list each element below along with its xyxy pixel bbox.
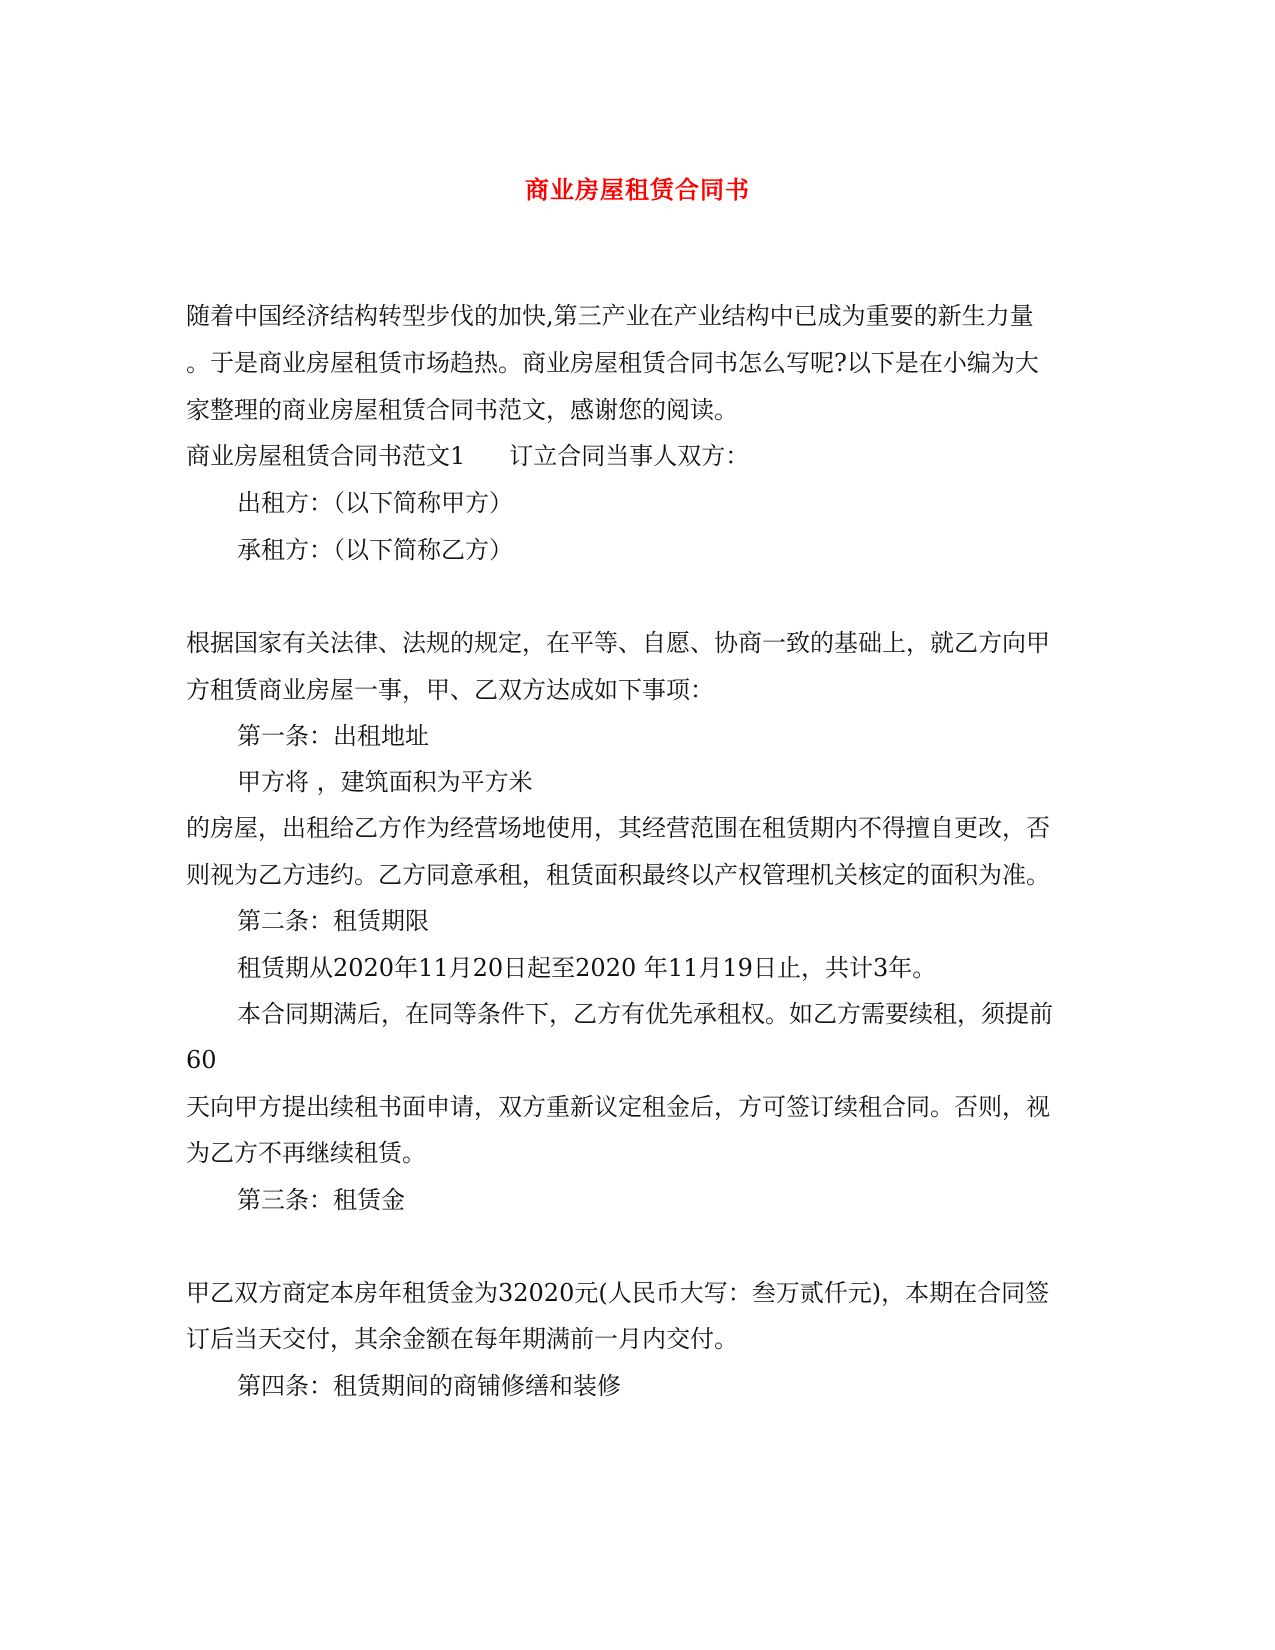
paragraph-line: 的房屋，出租给乙方作为经营场地使用，其经营范围在租赁期内不得擅自更改，否: [186, 814, 1050, 842]
paragraph-line: 甲方将 ，建筑面积为平方米: [237, 768, 533, 796]
clause-heading: 第四条：租赁期间的商铺修缮和装修: [237, 1372, 621, 1400]
paragraph-line: 60: [186, 1046, 217, 1074]
paragraph-line: 订后当天交付，其余金额在每年期满前一月内交付。: [186, 1325, 738, 1353]
paragraph-line: 则视为乙方违约。乙方同意承租，租赁面积最终以产权管理机关核定的面积为准。: [186, 861, 1050, 889]
document-title: 商业房屋租赁合同书: [525, 175, 750, 204]
paragraph-line: 。于是商业房屋租赁市场趋热。商业房屋租赁合同书怎么写呢?以下是在小编为大: [186, 349, 1039, 377]
lessor-line: 出租方：（以下简称甲方）: [237, 489, 513, 517]
clause-heading: 第一条：出租地址: [237, 722, 429, 750]
paragraph-line: 甲乙双方商定本房年租赁金为32020元(人民币大写：叁万贰仟元)，本期在合同签: [186, 1279, 1050, 1307]
paragraph-line: 租赁期从2020年11月20日起至2020 年11月19日止，共计3年。: [237, 954, 937, 982]
paragraph-line: 为乙方不再继续租赁。: [186, 1139, 426, 1167]
paragraph-line: 家整理的商业房屋租赁合同书范文，感谢您的阅读。: [186, 396, 738, 424]
paragraph-line: 根据国家有关法律、法规的规定，在平等、自愿、协商一致的基础上，就乙方向甲: [186, 629, 1050, 657]
lessee-line: 承租方：（以下简称乙方）: [237, 536, 513, 564]
clause-heading: 第三条：租赁金: [237, 1186, 405, 1214]
paragraph-line: 天向甲方提出续租书面申请，双方重新议定租金后，方可签订续租合同。否则，视: [186, 1093, 1050, 1121]
paragraph-line: 随着中国经济结构转型步伐的加快,第三产业在产业结构中已成为重要的新生力量: [186, 302, 1034, 330]
sample-heading: 商业房屋租赁合同书范文1: [186, 442, 466, 470]
paragraph-line: 本合同期满后，在同等条件下，乙方有优先承租权。如乙方需要续租，须提前: [237, 1000, 1053, 1028]
section-heading-line: [186, 441, 749, 471]
clause-heading: 第二条：租赁期限: [237, 907, 429, 935]
parties-label: 订立合同当事人双方：: [509, 442, 750, 470]
paragraph-line: 方租赁商业房屋一事，甲、乙双方达成如下事项：: [186, 676, 714, 704]
